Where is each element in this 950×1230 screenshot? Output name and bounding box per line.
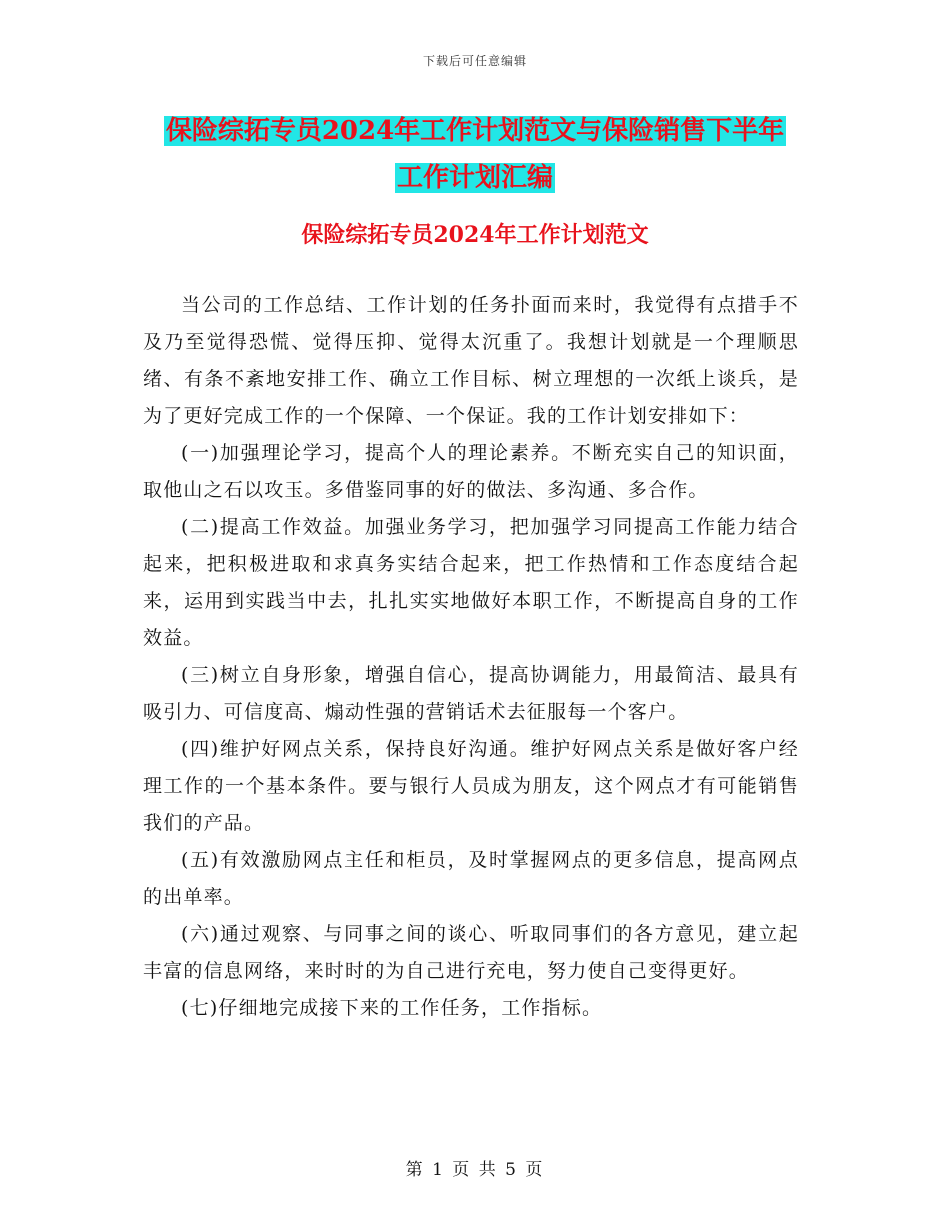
paragraph-item-6: (六)通过观察、与同事之间的谈心、听取同事们的各方意见，建立起丰富的信息网络，来时时的为自己进行充电，努力使自己变得更好。 (143, 923, 799, 982)
paragraph-item-7: (七)仔细地完成接下来的工作任务，工作指标。 (181, 997, 603, 1019)
page-header-note: 下载后可任意编辑 (422, 54, 527, 68)
document-title (0, 108, 950, 202)
paragraph-item-1: (一)加强理论学习，提高个人的理论素养。不断充实自己的知识面，取他山之石以攻玉。多借鉴同事的好的做法、多沟通、多合作。 (143, 442, 799, 501)
paragraph-intro: 当公司的工作总结、工作计划的任务扑面而来时，我觉得有点措手不及乃至觉得恐慌、觉得压抑、觉得太沉重了。我想计划就是一个理顺思绪、有条不紊地安排工作、确立工作目标、树立理想的一次纸上谈兵，是为了更好完成工作的一个保障、一个保证。我的工作计划安排如下： (143, 294, 799, 427)
document-title-line-1: 保险综拓专员2024年工作计划范文与保险销售下半年 (165, 116, 785, 146)
paragraph-item-2: (二)提高工作效益。加强业务学习，把加强学习同提高工作能力结合起来，把积极进取和求真务实结合起来，把工作热情和工作态度结合起来，运用到实践当中去，扎扎实实地做好本职工作，不断提高自身的工作效益。 (143, 516, 799, 649)
paragraph-item-3: (三)树立自身形象，增强自信心，提高协调能力，用最简洁、最具有吸引力、可信度高、煽动性强的营销话术去征服每一个客户。 (143, 664, 799, 723)
section-title: 保险综拓专员2024年工作计划范文 (301, 222, 649, 248)
body-text (143, 287, 799, 1027)
document-title-line-2: 工作计划汇编 (396, 163, 553, 193)
page-number-footer: 第 1 页 共 5 页 (405, 1160, 545, 1180)
paragraph-item-5: (五)有效激励网点主任和柜员，及时掌握网点的更多信息，提高网点的出单率。 (143, 849, 799, 908)
paragraph-item-4: (四)维护好网点关系，保持良好沟通。维护好网点关系是做好客户经理工作的一个基本条件。要与银行人员成为朋友，这个网点才有可能销售我们的产品。 (143, 738, 799, 834)
